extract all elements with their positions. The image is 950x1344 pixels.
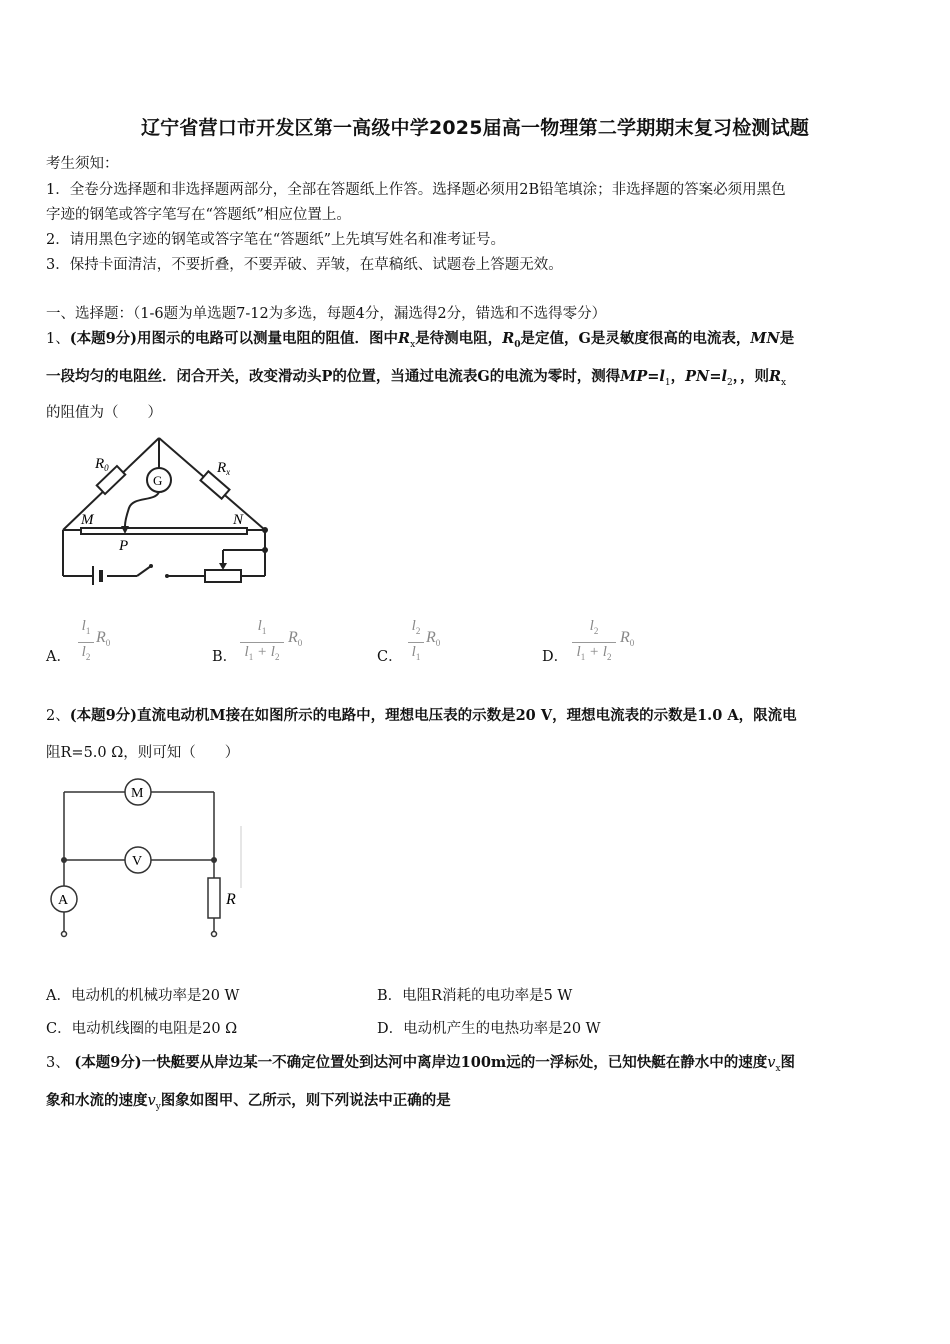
motor-circuit-figure bbox=[45, 778, 245, 943]
section-heading: 一、选择题：（1-6题为单选题7-12为多选，每题4分，漏选得2分，错选和不选得零分） bbox=[46, 306, 607, 322]
fig-label-v: V bbox=[132, 854, 143, 869]
fig-label-m: M bbox=[131, 786, 144, 801]
q1-line-3: 的阻值为（ ） bbox=[46, 405, 162, 421]
q3-number: 3、 bbox=[46, 1055, 70, 1071]
q2-line-1: 2、(本题9分)直流电动机M接在如图所示的电路中，理想电压表的示数是20 V，理想电流表的示数是1.0 A，限流电 bbox=[46, 707, 797, 724]
fig-label-n: N bbox=[233, 512, 244, 528]
bridge-circuit-figure bbox=[55, 430, 280, 585]
slide-wire bbox=[81, 528, 247, 534]
q2-option-d[interactable]: D．电动机产生的电热功率是20 W bbox=[377, 1021, 601, 1037]
q1-points: (本题9分) bbox=[69, 330, 138, 347]
q1-option-c-formula[interactable]: $l_2$ $l_1$ $R_0$ bbox=[404, 618, 454, 668]
q1-option-d-label[interactable]: D． bbox=[542, 649, 569, 665]
notice-item-1-cont: 字迹的钢笔或答字笔写在“答题纸”相应位置上。 bbox=[46, 207, 351, 223]
fig-label-m: M bbox=[81, 512, 94, 528]
q2-points: (本题9分) bbox=[69, 707, 138, 724]
q2-line-2: 阻R=5.0 Ω，则可知（ ） bbox=[46, 745, 240, 761]
rheostat bbox=[205, 570, 241, 582]
battery-icon bbox=[93, 566, 101, 585]
fig-label-r: R bbox=[226, 891, 236, 908]
q3-points: (本题9分) bbox=[74, 1054, 142, 1071]
q1-option-c-label[interactable]: C． bbox=[377, 649, 403, 665]
page-title: 辽宁省营口市开发区第一高级中学2025届高一物理第二学期期末复习检测试题 bbox=[140, 117, 810, 139]
q1-option-b-formula[interactable]: $l_1$ $l_1 + l_2$ $R_0$ bbox=[238, 618, 318, 668]
fig-label-p: P bbox=[119, 538, 129, 554]
rx-symbol: R bbox=[398, 330, 411, 347]
q1-number: 1、 bbox=[46, 331, 70, 347]
fig-label-a: A bbox=[58, 893, 69, 908]
fig-label-g: G bbox=[153, 473, 163, 488]
q1-option-a-formula[interactable]: $l_1$ $l_2$ $R_0$ bbox=[74, 618, 124, 668]
q2-option-b[interactable]: B．电阻R消耗的电功率是5 W bbox=[377, 988, 573, 1004]
resistor-r bbox=[208, 878, 220, 918]
mn-symbol: MN bbox=[750, 330, 780, 347]
notice-item-2: 2．请用黑色字迹的钢笔或答字笔在“答题纸”上先填写姓名和准考证号。 bbox=[46, 232, 506, 248]
q2-option-a[interactable]: A．电动机的机械功率是20 W bbox=[46, 988, 240, 1004]
q2-number: 2、 bbox=[46, 708, 70, 724]
q1-option-d-formula[interactable]: $l_2$ $l_1 + l_2$ $R_0$ bbox=[570, 618, 650, 668]
r0-symbol: R bbox=[502, 330, 515, 347]
notice-heading: 考生须知： bbox=[46, 156, 119, 172]
pn-value: PN=l bbox=[685, 368, 727, 385]
fig-label-r0: $R_0$ bbox=[95, 456, 109, 473]
notice-item-3: 3．保持卡面清洁，不要折叠，不要弄破、弄皱，在草稿纸、试题卷上答题无效。 bbox=[46, 257, 563, 273]
q1-line-1: 1、(本题9分)用图示的电路可以测量电阻的阻值．图中$R_x$是待测电阻，$R_0$是定值，G是灵敏度很高的电流表，MN是 bbox=[46, 330, 795, 350]
mp-value: MP=l bbox=[620, 368, 665, 385]
fig-label-rx: $R_x$ bbox=[217, 460, 231, 477]
notice-item-1: 1．全卷分选择题和非选择题两部分，全部在答题纸上作答。选择题必须用2B铅笔填涂；非选择题的答案必须用黑色 bbox=[46, 182, 786, 198]
q3-line-2: 象和水流的速度$v_y$图象如图甲、乙所示，则下列说法中正确的是 bbox=[46, 1092, 451, 1112]
q1-text: 用图示的电路可以测量电阻的阻值．图中 bbox=[137, 330, 399, 347]
q2-option-c[interactable]: C．电动机线圈的电阻是20 Ω bbox=[46, 1021, 238, 1037]
q3-line-1: 3、 (本题9分)一快艇要从岸边某一不确定位置处到达河中离岸边100m远的一浮标处，已知快艇在静水中的速度$v_x$图 bbox=[46, 1054, 796, 1074]
q1-line-2: 一段均匀的电阻丝．闭合开关，改变滑动头P的位置，当通过电流表G的电流为零时，测得$MP=l_1$，$PN=l_2$，，则$R_x$ bbox=[46, 368, 787, 388]
q1-option-a-label[interactable]: A． bbox=[46, 649, 71, 665]
q1-option-b-label[interactable]: B． bbox=[212, 649, 238, 665]
